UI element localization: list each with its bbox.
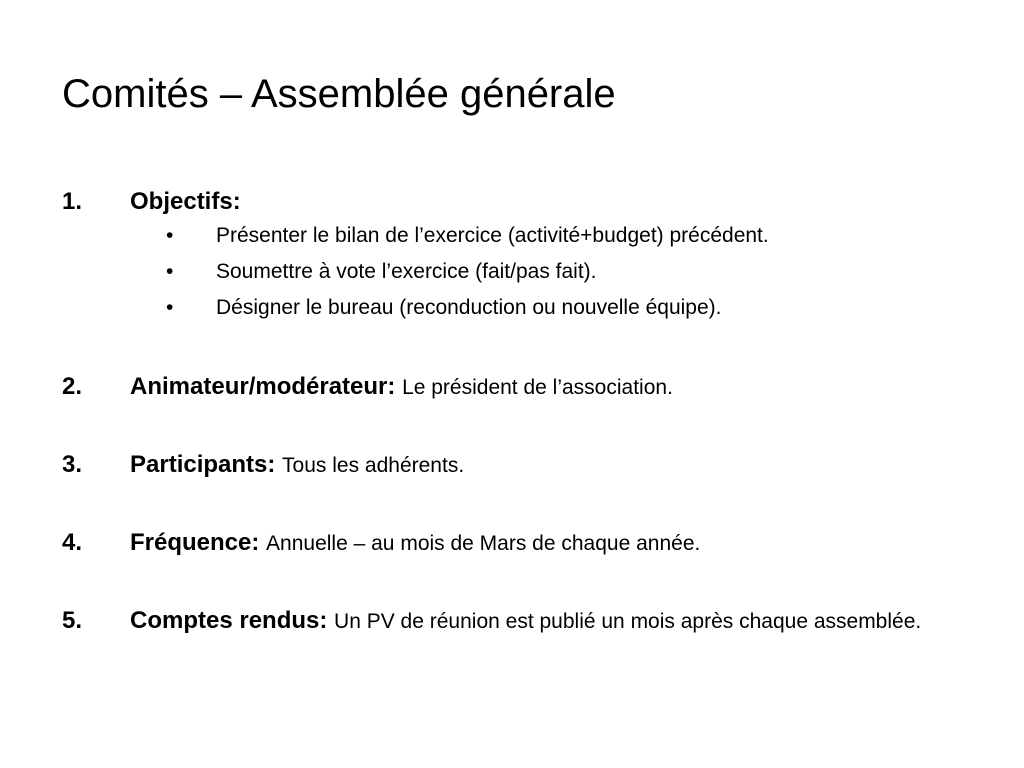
sublist-item-text: Désigner le bureau (reconduction ou nouvelle équipe). <box>216 296 722 319</box>
list-item-minutes <box>62 605 982 638</box>
bullet-icon: • <box>166 224 174 247</box>
item-description: Tous les adhérents. <box>282 454 465 477</box>
item-label: Comptes rendus: <box>130 607 328 634</box>
item-description: Un PV de réunion est publié un mois après chaque assemblée. <box>334 610 922 633</box>
item-number: 1. <box>62 188 83 215</box>
item-description: Annuelle – au mois de Mars de chaque année. <box>266 532 701 555</box>
item-number: 5. <box>62 607 83 634</box>
bullet-icon: • <box>166 260 174 283</box>
item-label: Fréquence: <box>130 529 260 556</box>
item-number: 2. <box>62 373 83 400</box>
objectives-sublist <box>130 218 982 326</box>
item-number: 3. <box>62 451 83 478</box>
item-label: Objectifs: <box>130 188 241 215</box>
slide-title: Comités – Assemblée générale <box>62 72 616 116</box>
sublist-item <box>130 290 982 326</box>
bullet-icon: • <box>166 296 174 319</box>
sublist-item-text: Soumettre à vote l’exercice (fait/pas fait). <box>216 260 597 283</box>
sublist-item <box>130 218 982 254</box>
item-description: Le président de l’association. <box>402 376 673 399</box>
list-item-frequency <box>62 527 982 560</box>
list-item-objectives <box>62 186 982 326</box>
item-label: Participants: <box>130 451 276 478</box>
slide-content <box>62 186 982 638</box>
item-number: 4. <box>62 529 83 556</box>
sublist-item-text: Présenter le bilan de l’exercice (activité+budget) précédent. <box>216 224 769 247</box>
list-item-participants <box>62 449 982 482</box>
list-item-moderator <box>62 371 982 404</box>
item-label: Animateur/modérateur: <box>130 373 396 400</box>
sublist-item <box>130 254 982 290</box>
